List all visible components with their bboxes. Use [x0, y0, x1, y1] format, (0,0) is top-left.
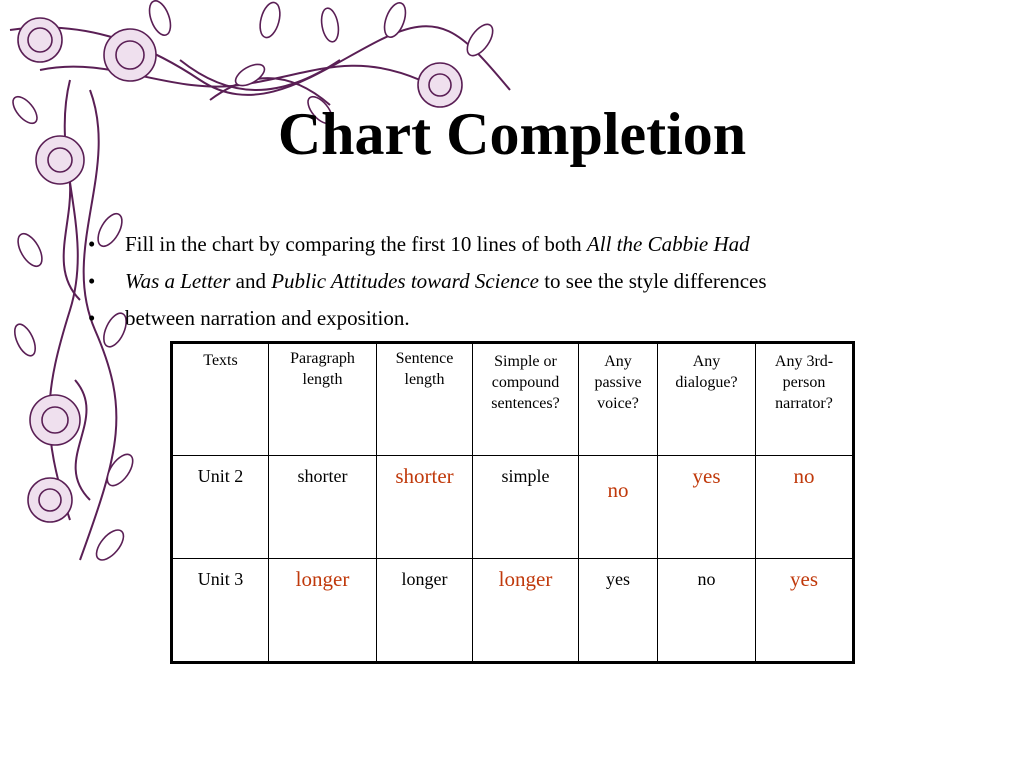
bullet-title-italic: Public Attitudes toward Science: [271, 269, 539, 293]
cell-dialogue: [658, 456, 756, 559]
table-row: [172, 456, 854, 559]
cell-paragraph-length: [269, 559, 377, 663]
comparison-chart-table: [170, 341, 855, 664]
header-dialogue: Any dialogue?: [658, 343, 756, 456]
header-paragraph-length: Paragraph length: [269, 343, 377, 456]
cell-simple-or-compound: [473, 559, 579, 663]
cell-third-person-narrator: [756, 456, 854, 559]
answer-text: yes: [790, 567, 818, 591]
answer-text: yes: [692, 464, 721, 488]
header-texts: Texts: [172, 343, 269, 456]
slide-title: Chart Completion: [277, 101, 747, 167]
header-simple-or-compound: Simple or compound sentences?: [473, 343, 579, 456]
bullet-text: to see the style differences: [538, 269, 767, 293]
cell-sentence-length: longer: [377, 559, 473, 663]
bullet-title-italic: Was a Letter: [125, 269, 231, 293]
answer-text: no: [607, 478, 629, 502]
bullet-text: Fill in the chart by comparing the first 10 lines of both: [125, 232, 587, 256]
bullet-text: between narration and exposition.: [125, 306, 410, 330]
answer-text: no: [793, 464, 815, 488]
cell-passive-voice: yes: [579, 559, 658, 663]
answer-text: longer: [498, 567, 553, 591]
cell-third-person-narrator: [756, 559, 854, 663]
bullet-item: [88, 300, 988, 337]
bullet-text: and: [230, 269, 272, 293]
bullet-item: [88, 226, 988, 263]
cell-sentence-length: [377, 456, 473, 559]
cell-text-name: Unit 2: [172, 456, 269, 559]
cell-paragraph-length: shorter: [269, 456, 377, 559]
cell-passive-voice: [579, 456, 658, 559]
answer-text: shorter: [395, 464, 454, 488]
cell-dialogue: no: [658, 559, 756, 663]
cell-text-name: Unit 3: [172, 559, 269, 663]
bullet-item: [88, 263, 988, 300]
answer-text: longer: [295, 567, 350, 591]
header-third-person-narrator: Any 3rd- person narrator?: [756, 343, 854, 456]
header-passive-voice: Any passive voice?: [579, 343, 658, 456]
bullet-title-italic: All the Cabbie Had: [586, 232, 750, 256]
cell-simple-or-compound: simple: [473, 456, 579, 559]
table-header-row: [172, 343, 854, 456]
table-row: [172, 559, 854, 663]
header-sentence-length: Sentence length: [377, 343, 473, 456]
instruction-bullets: [88, 226, 988, 337]
